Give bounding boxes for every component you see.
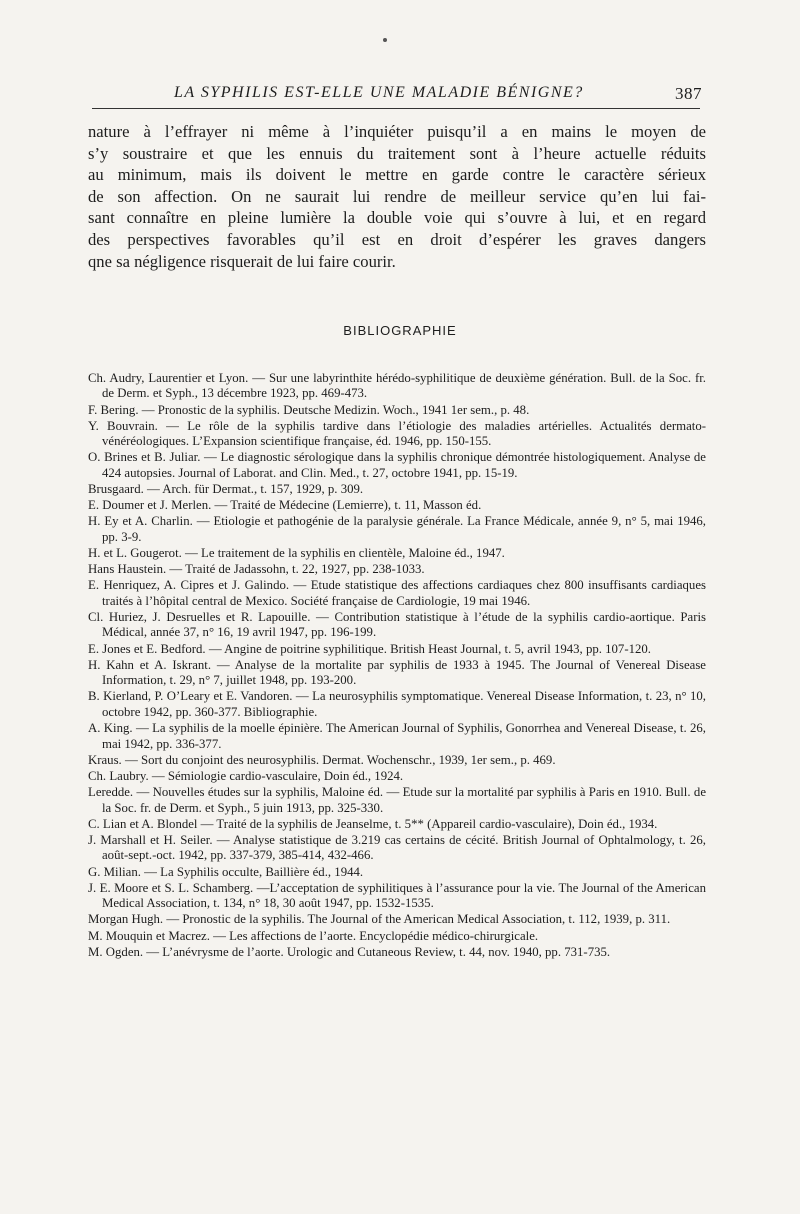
bibliography-heading: BIBLIOGRAPHIE [343, 323, 457, 338]
paragraph-line: s’y soustraire et que les ennuis du traitement sont à l’heure actuelle réduits [88, 143, 706, 163]
bibliography-entry: M. Mouquin et Macrez. — Les affections de l’aorte. Encyclopédie médico-chirurgicale. [88, 928, 539, 943]
bibliography-entry: B. Kierland, P. O’Leary et E. Vandoren. — La neurosyphilis symptomatique. Venereal Disease Information, t. 23, n° 10, octobre 1942, pp. 360-377. Bibliographie. [88, 689, 706, 719]
bibliography-entry: F. Bering. — Pronostic de la syphilis. Deutsche Medizin. Woch., 1941 1er sem., p. 48. [88, 402, 530, 417]
bibliography-entry: Ch. Audry, Laurentier et Lyon. — Sur une labyrinthite hérédo-syphilitique de deuxième génération. Bull. de la Soc. fr. de Derm. et Syph., 13 décembre 1923, pp. 469-473. [88, 371, 706, 401]
paragraph-line: sant connaître en pleine lumière la double voie qui s’ouvre à lui, et en regard [88, 208, 706, 228]
bibliography-entry: Hans Haustein. — Traité de Jadassohn, t. 22, 1927, pp. 238-1033. [88, 562, 425, 577]
bibliography-entry: O. Brines et B. Juliar. — Le diagnostic sérologique dans la syphilis chronique démontrée histologiquement. Analyse de 424 autopsies. Journal of Laborat. and Clin. Med., t. 27, octobre 1941, pp. 15-19. [88, 450, 706, 480]
paragraph-line: des perspectives favorables qu’il est en droit d’espérer les graves dangers [88, 229, 706, 249]
paragraph-line: qne sa négligence risquerait de lui faire courir. [88, 251, 396, 271]
running-header [92, 82, 700, 109]
page-number: 387 [675, 84, 702, 103]
printer-dot-mark [383, 38, 387, 42]
bibliography-entry: G. Milian. — La Syphilis occulte, Baillière éd., 1944. [88, 864, 364, 879]
bibliography-entry: Y. Bouvrain. — Le rôle de la syphilis tardive dans l’étiologie des maladies artérielles. Actualités dermato-vénéréologiques. L’Expansion scientifique française, éd. 1946, pp. 150-155. [88, 418, 706, 449]
bibliography-entry: E. Doumer et J. Merlen. — Traité de Médecine (Lemierre), t. 11, Masson éd. [88, 498, 482, 513]
paragraph-line: nature à l’effrayer ni même à l’inquiéter puisqu’il a en mains le moyen de [88, 122, 706, 141]
bibliography-entry: Kraus. — Sort du conjoint des neurosyphilis. Dermat. Wochenschr., 1939, 1er sem., p. 469. [88, 752, 556, 767]
bibliography-entry: H. Kahn et A. Iskrant. — Analyse de la mortalite par syphilis de 1933 à 1945. The Journal of Venereal Disease Information, t. 29, n° 7, juillet 1948, pp. 193-200. [88, 657, 706, 688]
bibliography-entry: Leredde. — Nouvelles études sur la syphilis, Maloine éd. — Etude sur la mortalité par syphilis à Paris en 1910. Bull. de la Soc. fr. de Derm. et Syph., 5 juin 1913, pp. 325-330. [88, 785, 706, 815]
bibliography-entry: H. Ey et A. Charlin. — Etiologie et pathogénie de la paralysie générale. La France Médicale, année 9, n° 5, mai 1946, pp. 3-9. [88, 514, 706, 544]
bibliography-entry: C. Lian et A. Blondel — Traité de la syphilis de Jeanselme, t. 5** (Appareil cardio-vasculaire), Doin éd., 1934. [88, 816, 658, 831]
bibliography-entry: Ch. Laubry. — Sémiologie cardio-vasculaire, Doin éd., 1924. [88, 768, 404, 783]
bibliography-entry: Cl. Huriez, J. Desruelles et R. Lapouille. — Contribution statistique à l’étude de la syphilis cardio-aortique. Paris Médical, année 37, n° 16, 19 avril 1947, pp. 196-199. [88, 610, 706, 640]
paragraph-line: au minimum, mais ils doivent le mettre en garde contre le caractère sérieux [88, 165, 706, 185]
bibliography-entry: J. E. Moore et S. L. Schamberg. —L’acceptation de syphilitiques à l’assurance pour la vie. The Journal of the American Medical Association, t. 134, n° 18, 30 août 1947, pp. 1532-1535. [88, 880, 706, 911]
bibliography-entry: E. Jones et E. Bedford. — Angine de poitrine syphilitique. British Heast Journal, t. 5, avril 1943, pp. 107-120. [88, 641, 651, 656]
bibliography-entry: Brusgaard. — Arch. für Dermat., t. 157, 1929, p. 309. [88, 482, 364, 497]
paragraph-line: de son affection. On ne saurait lui rendre de meilleur service qu’en lui fai- [88, 186, 706, 206]
closing-paragraph [88, 121, 706, 272]
bibliography-entry: J. Marshall et H. Seiler. — Analyse statistique de 3.219 cas certains de cécité. British Journal of Ophtalmology, t. 26, août-sept.-oct. 1942, pp. 337-379, 385-414, 432-466. [88, 832, 706, 863]
bibliography-entry: M. Ogden. — L’anévrysme de l’aorte. Urologic and Cutaneous Review, t. 44, nov. 1940, pp. 731-735. [88, 944, 611, 959]
bibliography-entry: A. King. — La syphilis de la moelle épinière. The American Journal of Syphilis, Gonorrhea and Venereal Disease, t. 26, mai 1942, pp. 336-377. [88, 721, 706, 751]
bibliography-list [88, 371, 706, 961]
bibliography-entry: E. Henriquez, A. Cipres et J. Galindo. — Etude statistique des affections cardiaques chez 800 insuffisants cardiaques traités à l’hôpital central de Mexico. Société française de Cardiologie, 19 mai 1946. [88, 578, 706, 608]
bibliography-entry: H. et L. Gougerot. — Le traitement de la syphilis en clientèle, Maloine éd., 1947. [88, 546, 505, 561]
running-header-title: LA SYPHILIS EST-ELLE UNE MALADIE BÉNIGNE? [174, 84, 584, 101]
bibliography-entry: Morgan Hugh. — Pronostic de la syphilis. The Journal of the American Medical Association, t. 112, 1939, p. 311. [88, 912, 671, 927]
